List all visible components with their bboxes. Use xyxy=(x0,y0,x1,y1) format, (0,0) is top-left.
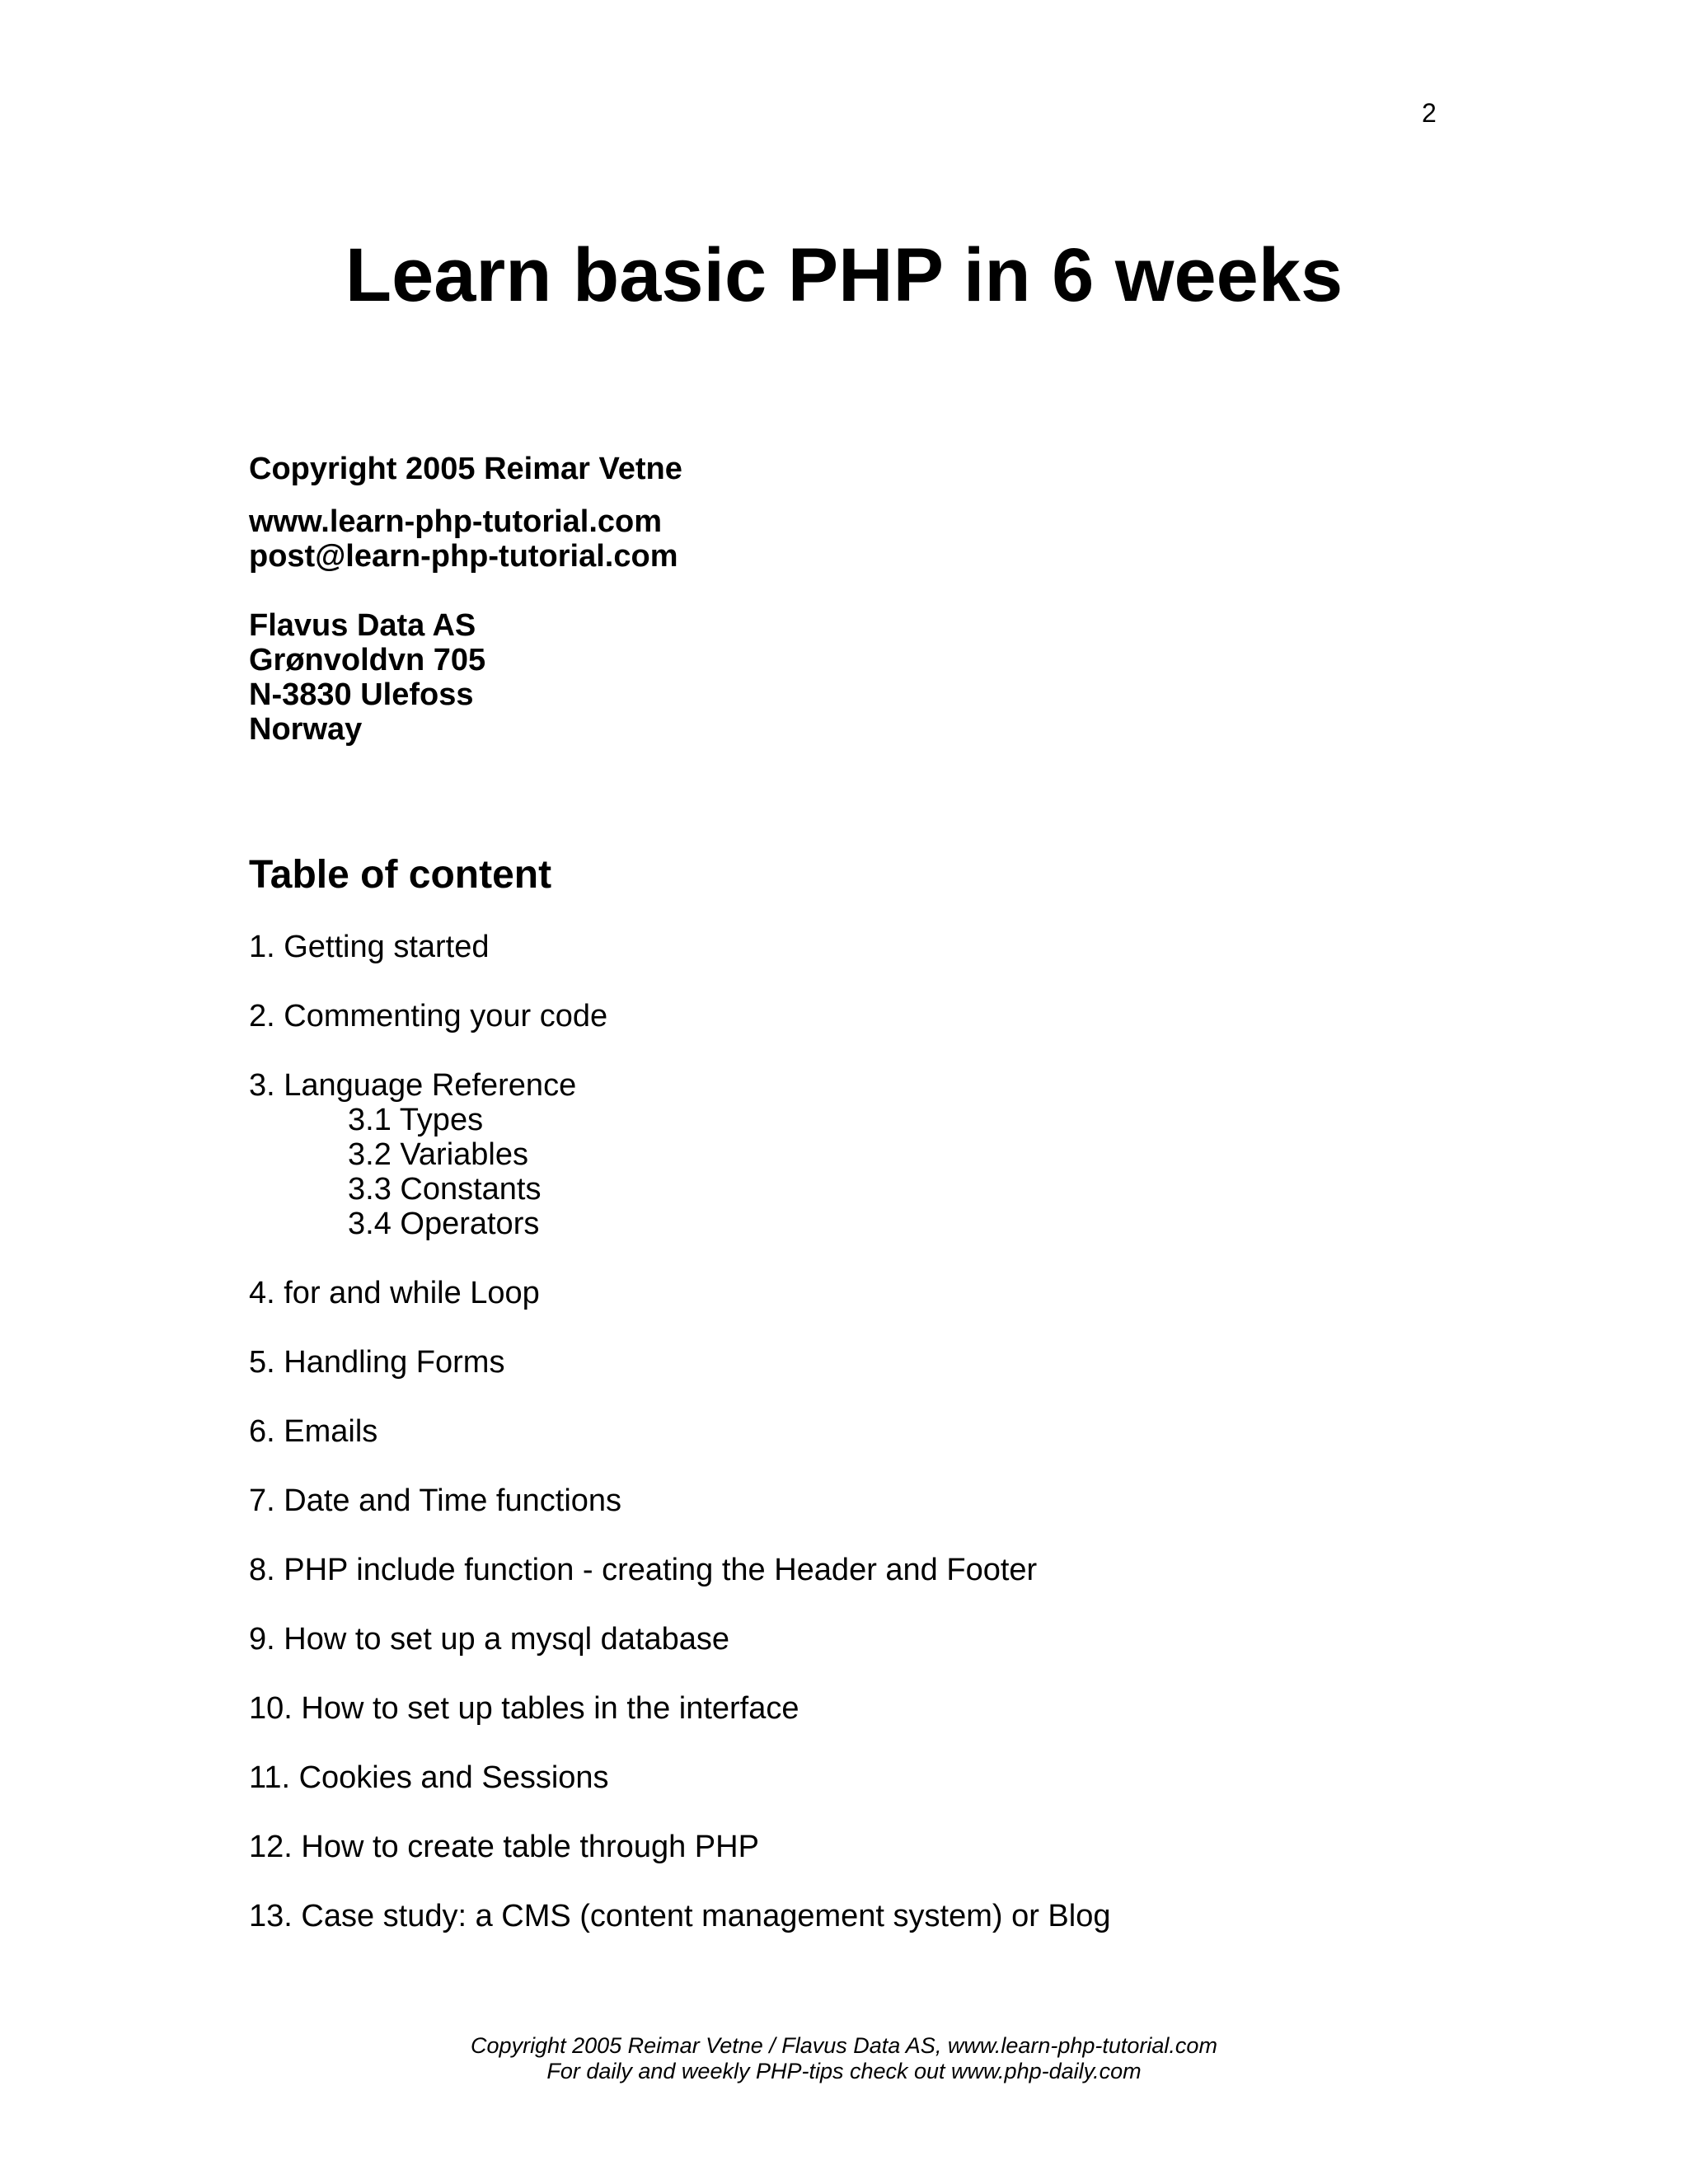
website-link[interactable]: www.learn-php-tutorial.com xyxy=(249,504,663,539)
contact-block xyxy=(249,504,678,574)
toc-item[interactable]: 11. Cookies and Sessions xyxy=(249,1760,609,1795)
address-country: Norway xyxy=(249,712,363,747)
address-postal: N-3830 Ulefoss xyxy=(249,677,474,712)
toc-heading: Table of content xyxy=(249,853,552,897)
toc-item[interactable]: 1. Getting started xyxy=(249,930,490,964)
toc-subitem[interactable]: 3.2 Variables xyxy=(348,1137,528,1172)
toc-item[interactable]: 6. Emails xyxy=(249,1414,378,1449)
toc-item[interactable]: 7. Date and Time functions xyxy=(249,1483,622,1518)
toc-item[interactable]: 8. PHP include function - creating the Header and Footer xyxy=(249,1553,1038,1587)
footer-tips: For daily and weekly PHP-tips check out www.php-daily.com xyxy=(546,2059,1142,2083)
toc-item[interactable]: 4. for and while Loop xyxy=(249,1276,540,1310)
address-street: Grønvoldvn 705 xyxy=(249,643,486,677)
copyright-line: Copyright 2005 Reimar Vetne xyxy=(249,452,682,486)
toc-subitem[interactable]: 3.4 Operators xyxy=(348,1207,540,1241)
address-company: Flavus Data AS xyxy=(249,608,476,643)
toc-item[interactable]: 5. Handling Forms xyxy=(249,1345,505,1380)
footer-copyright: Copyright 2005 Reimar Vetne / Flavus Data AS, www.learn-php-tutorial.com xyxy=(471,2033,1217,2058)
toc-item[interactable]: 3. Language Reference xyxy=(249,1068,577,1103)
email-link[interactable]: post@learn-php-tutorial.com xyxy=(249,539,678,574)
toc-subitem[interactable]: 3.1 Types xyxy=(348,1103,484,1137)
toc-item[interactable]: 2. Commenting your code xyxy=(249,999,608,1033)
toc-item[interactable]: 13. Case study: a CMS (content management system) or Blog xyxy=(249,1899,1111,1933)
page-footer xyxy=(0,2033,1688,2084)
toc-item[interactable]: 12. How to create table through PHP xyxy=(249,1830,759,1864)
page-number: 2 xyxy=(1422,98,1437,128)
copyright-notice xyxy=(249,452,682,486)
toc-subitem[interactable]: 3.3 Constants xyxy=(348,1172,542,1207)
address-block xyxy=(249,608,485,747)
toc-item[interactable]: 10. How to set up tables in the interface xyxy=(249,1691,799,1726)
toc-item[interactable]: 9. How to set up a mysql database xyxy=(249,1622,729,1657)
document-title: Learn basic PHP in 6 weeks xyxy=(345,233,1343,317)
